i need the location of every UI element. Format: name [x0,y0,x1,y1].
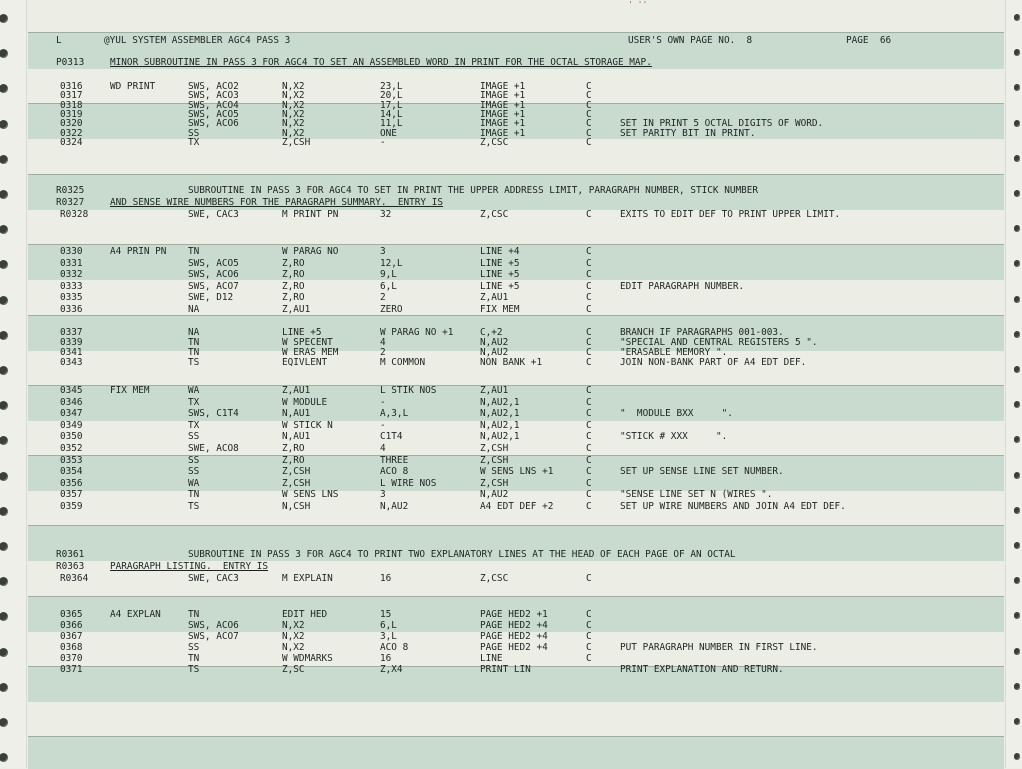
destination-field: N,AU2 [480,347,509,358]
op-field: TS [188,664,200,675]
continuation-mark: C [586,573,592,584]
listing-row [0,270,1000,282]
destination-field: Z,CSH [480,477,509,489]
address-field: N,X2 [282,631,305,642]
destination-field: N,AU2 [480,337,509,348]
address-field: N,X2 [282,81,305,92]
op-field: WA [188,477,200,489]
listing-row [0,386,1000,398]
continuation-mark: C [586,443,592,454]
code-label: WD PRINT [110,81,156,92]
loc-number: P0313 [56,57,85,68]
continuation-mark: C [586,396,592,408]
loc-number: R0328 [60,209,89,220]
loc-number: 0332 [60,269,83,280]
address-field: N,AU1 [282,408,311,420]
op-field: TN [188,653,200,664]
address-field: EQIVLENT [282,357,328,368]
loc-number: 0324 [60,136,83,148]
comment-text: " MODULE BXX ". [620,408,733,420]
operand-field: C1T4 [380,431,403,443]
comment-text: EDIT PARAGRAPH NUMBER. [620,280,745,292]
address-field: Z,RO [282,280,305,292]
address-field: N,X2 [282,642,305,653]
op-field: SWS, ACO7 [188,280,239,292]
op-field: SWS, ACO6 [188,620,239,631]
loc-number: 0339 [60,337,83,348]
destination-field: PAGE HED2 +1 [480,609,548,620]
tractor-hole [1014,225,1020,232]
continuation-mark: C [586,257,592,269]
operand-field: ONE [380,127,397,139]
tractor-hole [0,155,8,164]
loc-number: 0367 [60,631,83,642]
address-field: Z,AU1 [282,303,311,315]
destination-field: W SENS LNS +1 [480,466,554,478]
operand-field: 9,L [380,269,397,280]
tractor-hole [0,14,8,23]
address-field: W SPECENT [282,337,333,348]
destination-field: Z,CSC [480,209,509,220]
continuation-mark: C [586,357,592,368]
op-field: SWE, ACO8 [188,443,239,454]
destination-field: PRINT LIN [480,664,531,675]
comment-heading: AND SENSE WIRE NUMBERS FOR THE PARAGRAPH SUMMARY. ENTRY IS [110,197,444,208]
destination-field: IMAGE +1 [480,81,526,92]
address-field: N,X2 [282,99,305,111]
continuation-mark: C [586,454,592,466]
tractor-hole [1014,507,1020,514]
comment-text: SET UP SENSE LINE SET NUMBER. [620,466,784,478]
listing-row [0,138,1000,147]
op-field: TN [188,347,200,358]
operand-field: 14,L [380,108,403,120]
header-code: L [56,35,62,46]
tractor-hole [1014,14,1020,21]
op-field: SWS, C1T4 [188,408,239,420]
operand-field: M COMMON [380,357,426,368]
listing-row [0,358,1000,368]
comment-text: "SPECIAL AND CENTRAL REGISTERS 5 ". [620,337,818,348]
destination-field: Z,CSC [480,573,509,584]
continuation-mark: C [586,127,592,139]
loc-number: 0345 [60,385,83,396]
loc-number: 0316 [60,81,83,92]
continuation-mark: C [586,489,592,501]
op-field: SWE, CAC3 [188,573,239,584]
continuation-mark: C [586,653,592,664]
listing-row [0,247,1000,259]
loc-number: 0320 [60,118,83,130]
tractor-hole [1014,120,1020,127]
continuation-mark: C [586,136,592,148]
continuation-mark: C [586,642,592,653]
operand-field: ACO 8 [380,466,409,478]
tractor-hole [1014,84,1020,91]
destination-field: N,AU2,1 [480,431,520,443]
top-ink-mark: ' '' [628,0,648,9]
continuation-mark: C [586,431,592,443]
op-field: SS [188,431,200,443]
operand-field: - [380,419,386,431]
address-field: N,CSH [282,501,311,512]
operand-field: Z,X4 [380,664,403,675]
destination-field: N,AU2,1 [480,396,520,408]
op-field: NA [188,327,200,338]
continuation-mark: C [586,280,592,292]
op-field: SWS, ACO3 [188,90,239,102]
loc-number: 0353 [60,454,83,466]
address-field: M EXPLAIN [282,573,333,584]
operand-field: 3,L [380,631,397,642]
operand-field: N,AU2 [380,501,409,512]
comment-text: SET IN PRINT 5 OCTAL DIGITS OF WORD. [620,118,824,130]
operand-field: - [380,136,386,148]
address-field: W ERAS MEM [282,347,339,358]
tractor-hole [1014,436,1020,443]
loc-number: 0354 [60,466,83,478]
op-field: SWE, CAC3 [188,209,239,220]
operand-field: ZERO [380,303,403,315]
loc-number: 0352 [60,443,83,454]
op-field: TS [188,357,200,368]
destination-field: LINE +4 [480,246,520,257]
address-field: N,X2 [282,127,305,139]
comment-text: "SENSE LINE SET N (WIRES ". [620,489,773,501]
operand-field: - [380,396,386,408]
comment-text: PRINT EXPLANATION AND RETURN. [620,664,784,675]
op-field: SWS, ACO2 [188,81,239,92]
tractor-hole [0,49,8,58]
comment-heading: SUBROUTINE IN PASS 3 FOR AGC4 TO SET IN PRINT THE UPPER ADDRESS LIMIT, PARAGRAPH NUMBER, STICK NUMBER [188,185,759,196]
destination-field: LINE +5 [480,269,520,280]
address-field: Z,CSH [282,477,311,489]
continuation-mark: C [586,269,592,280]
address-field: N,X2 [282,620,305,631]
tractor-hole [1014,190,1020,197]
loc-number: 0359 [60,501,83,512]
continuation-mark: C [586,501,592,512]
header-page-number: PAGE 66 [846,35,892,46]
operand-field: 20,L [380,90,403,102]
loc-number: 0343 [60,357,83,368]
tractor-hole [1014,366,1020,373]
continuation-mark: C [586,337,592,348]
tractor-hole [1014,718,1020,725]
destination-field: Z,CSC [480,136,509,148]
comment-text: JOIN NON-BANK PART OF A4 EDT DEF. [620,357,807,368]
tractor-hole [1014,296,1020,303]
address-field: Z,RO [282,454,305,466]
operand-field: 11,L [380,118,403,130]
op-field: TX [188,419,200,431]
tractor-hole [0,190,8,199]
listing-row [0,574,1000,584]
loc-number: 0347 [60,408,83,420]
comment-text: SET UP WIRE NUMBERS AND JOIN A4 EDT DEF. [620,501,846,512]
tractor-hole [1014,401,1020,408]
tractor-hole [0,718,8,727]
tractor-hole [1014,683,1020,690]
address-field: W STICK N [282,419,333,431]
operand-field: 12,L [380,257,403,269]
op-field: SWS, ACO6 [188,118,239,130]
address-field: W PARAG NO [282,246,339,257]
address-field: N,X2 [282,90,305,102]
comment-heading: PARAGRAPH LISTING. ENTRY IS [110,561,269,572]
tractor-hole [0,225,8,234]
address-field: N,X2 [282,108,305,120]
operand-field: L WIRE NOS [380,477,437,489]
operand-field: 15 [380,609,392,620]
comment-text: BRANCH IF PARAGRAPHS 001-003. [620,327,784,338]
address-field: N,AU1 [282,431,311,443]
destination-field: N,AU2 [480,489,509,501]
op-field: SWS, ACO6 [188,269,239,280]
op-field: TN [188,489,200,501]
loc-number: 0333 [60,280,83,292]
operand-field: 6,L [380,280,397,292]
destination-field: PAGE HED2 +4 [480,631,548,642]
continuation-mark: C [586,609,592,620]
op-field: SS [188,454,200,466]
loc-number: 0322 [60,127,83,139]
destination-field: IMAGE +1 [480,118,526,130]
operand-field: 16 [380,653,392,664]
op-field: SS [188,466,200,478]
loc-number: R0325 [56,185,85,196]
address-field: Z,SC [282,664,305,675]
loc-number: 0357 [60,489,83,501]
continuation-mark: C [586,99,592,111]
address-field: Z,RO [282,269,305,280]
comment-text: "STICK # XXX ". [620,431,728,443]
destination-field: Z,CSH [480,443,509,454]
destination-field: C,+2 [480,327,503,338]
address-field: Z,AU1 [282,385,311,396]
loc-number: R0327 [56,197,85,208]
comment-text: SET PARITY BIT IN PRINT. [620,127,756,139]
destination-field: LINE +5 [480,280,520,292]
operand-field: L STIK NOS [380,385,437,396]
listing-row [0,293,1000,305]
comment-text: "ERASABLE MEMORY ". [620,347,728,358]
address-field: W MODULE [282,396,328,408]
destination-field: N,AU2,1 [480,419,520,431]
loc-number: R0363 [56,561,85,572]
operand-field: 2 [380,292,386,303]
green-band [28,736,1004,769]
operand-field: 32 [380,209,392,220]
right-tractor-strip [1005,0,1022,768]
continuation-mark: C [586,477,592,489]
tractor-hole [1014,612,1020,619]
destination-field: FIX MEM [480,303,520,315]
comment-heading: SUBROUTINE IN PASS 3 FOR AGC4 TO PRINT TWO EXPLANATORY LINES AT THE HEAD OF EACH PAGE OF AN OCTAL [188,549,736,560]
tractor-hole [1014,577,1020,584]
loc-number: 0335 [60,292,83,303]
operand-field: A,3,L [380,408,409,420]
address-field: Z,CSH [282,466,311,478]
continuation-mark: C [586,303,592,315]
loc-number: 0370 [60,653,83,664]
op-field: WA [188,385,200,396]
loc-number: 0341 [60,347,83,358]
operand-field: ACO 8 [380,642,409,653]
loc-number: 0330 [60,246,83,257]
header-user-page: USER'S OWN PAGE NO. 8 [628,35,753,46]
destination-field: LINE [480,653,503,664]
destination-field: IMAGE +1 [480,127,526,139]
continuation-mark: C [586,81,592,92]
tractor-hole [0,683,8,692]
op-field: TX [188,396,200,408]
loc-number: 0366 [60,620,83,631]
continuation-mark: C [586,631,592,642]
continuation-mark: C [586,246,592,257]
loc-number: 0349 [60,419,83,431]
tractor-hole [1014,155,1020,162]
destination-field: IMAGE +1 [480,90,526,102]
op-field: TN [188,246,200,257]
listing-row [0,444,1000,456]
continuation-mark: C [586,90,592,102]
loc-number: 0350 [60,431,83,443]
address-field: N,X2 [282,118,305,130]
op-field: SWS, ACO4 [188,99,239,111]
tractor-hole [1014,49,1020,56]
comment-heading: MINOR SUBROUTINE IN PASS 3 FOR AGC4 TO SET AN ASSEMBLED WORD IN PRINT FOR THE OCTAL STORAGE MAP. [110,57,652,68]
tractor-hole [1014,472,1020,479]
destination-field: Z,CSH [480,454,509,466]
loc-number: 0317 [60,90,83,102]
code-label: A4 EXPLAN [110,609,161,620]
operand-field: 3 [380,246,386,257]
tractor-hole [1014,260,1020,267]
address-field: Z,RO [282,292,305,303]
listing-row [0,305,1000,317]
continuation-mark: C [586,419,592,431]
loc-number: 0319 [60,108,83,120]
loc-number: 0371 [60,664,83,675]
tractor-hole [1014,753,1020,760]
operand-field: THREE [380,454,409,466]
destination-field: Z,AU1 [480,292,509,303]
loc-number: 0368 [60,642,83,653]
op-field: SWS, ACO5 [188,257,239,269]
op-field: TN [188,609,200,620]
loc-number: 0318 [60,99,83,111]
op-field: TS [188,501,200,512]
op-field: SS [188,127,200,139]
destination-field: LINE +5 [480,257,520,269]
loc-number: 0336 [60,303,83,315]
op-field: TX [188,136,200,148]
op-field: SWE, D12 [188,292,234,303]
op-field: TN [188,337,200,348]
address-field: LINE +5 [282,327,322,338]
operand-field: W PARAG NO +1 [380,327,454,338]
address-field: M PRINT PN [282,209,339,220]
continuation-mark: C [586,118,592,130]
destination-field: N,AU2,1 [480,408,520,420]
address-field: EDIT HED [282,609,328,620]
op-field: NA [188,303,200,315]
loc-number: 0346 [60,396,83,408]
tractor-hole [0,542,8,551]
op-field: SS [188,642,200,653]
destination-field: IMAGE +1 [480,108,526,120]
loc-number: 0337 [60,327,83,338]
loc-number: 0356 [60,477,83,489]
tractor-hole [1014,331,1020,338]
destination-field: IMAGE +1 [480,99,526,111]
op-field: SWS, ACO5 [188,108,239,120]
operand-field: 17,L [380,99,403,111]
operand-field: 3 [380,489,386,501]
operand-field: 23,L [380,81,403,92]
address-field: Z,CSH [282,136,311,148]
continuation-mark: C [586,327,592,338]
operand-field: 4 [380,443,386,454]
code-label: A4 PRIN PN [110,246,167,257]
loc-number: R0364 [60,573,89,584]
tractor-hole [0,753,8,762]
address-field: W SENS LNS [282,489,339,501]
loc-number: R0361 [56,549,85,560]
continuation-mark: C [586,209,592,220]
address-field: W WDMARKS [282,653,333,664]
destination-field: NON BANK +1 [480,357,543,368]
destination-field: PAGE HED2 +4 [480,620,548,631]
op-field: SWS, ACO7 [188,631,239,642]
code-label: FIX MEM [110,385,150,396]
destination-field: A4 EDT DEF +2 [480,501,554,512]
operand-field: 16 [380,573,392,584]
operand-field: 4 [380,337,386,348]
tractor-hole [1014,648,1020,655]
destination-field: PAGE HED2 +4 [480,642,548,653]
comment-text: EXITS TO EDIT DEF TO PRINT UPPER LIMIT. [620,209,841,220]
continuation-mark: C [586,347,592,358]
continuation-mark: C [586,408,592,420]
operand-field: 2 [380,347,386,358]
continuation-mark: C [586,620,592,631]
listing-row [0,665,1000,676]
listing-row [0,210,1000,220]
address-field: Z,RO [282,443,305,454]
address-field: Z,RO [282,257,305,269]
header-title: @YUL SYSTEM ASSEMBLER AGC4 PASS 3 [104,35,291,46]
comment-text: PUT PARAGRAPH NUMBER IN FIRST LINE. [620,642,818,653]
tractor-hole [1014,542,1020,549]
continuation-mark: C [586,385,592,396]
continuation-mark: C [586,466,592,478]
destination-field: Z,AU1 [480,385,509,396]
continuation-mark: C [586,292,592,303]
loc-number: 0365 [60,609,83,620]
loc-number: 0331 [60,257,83,269]
listing-row [0,502,1000,514]
continuation-mark: C [586,108,592,120]
operand-field: 6,L [380,620,397,631]
